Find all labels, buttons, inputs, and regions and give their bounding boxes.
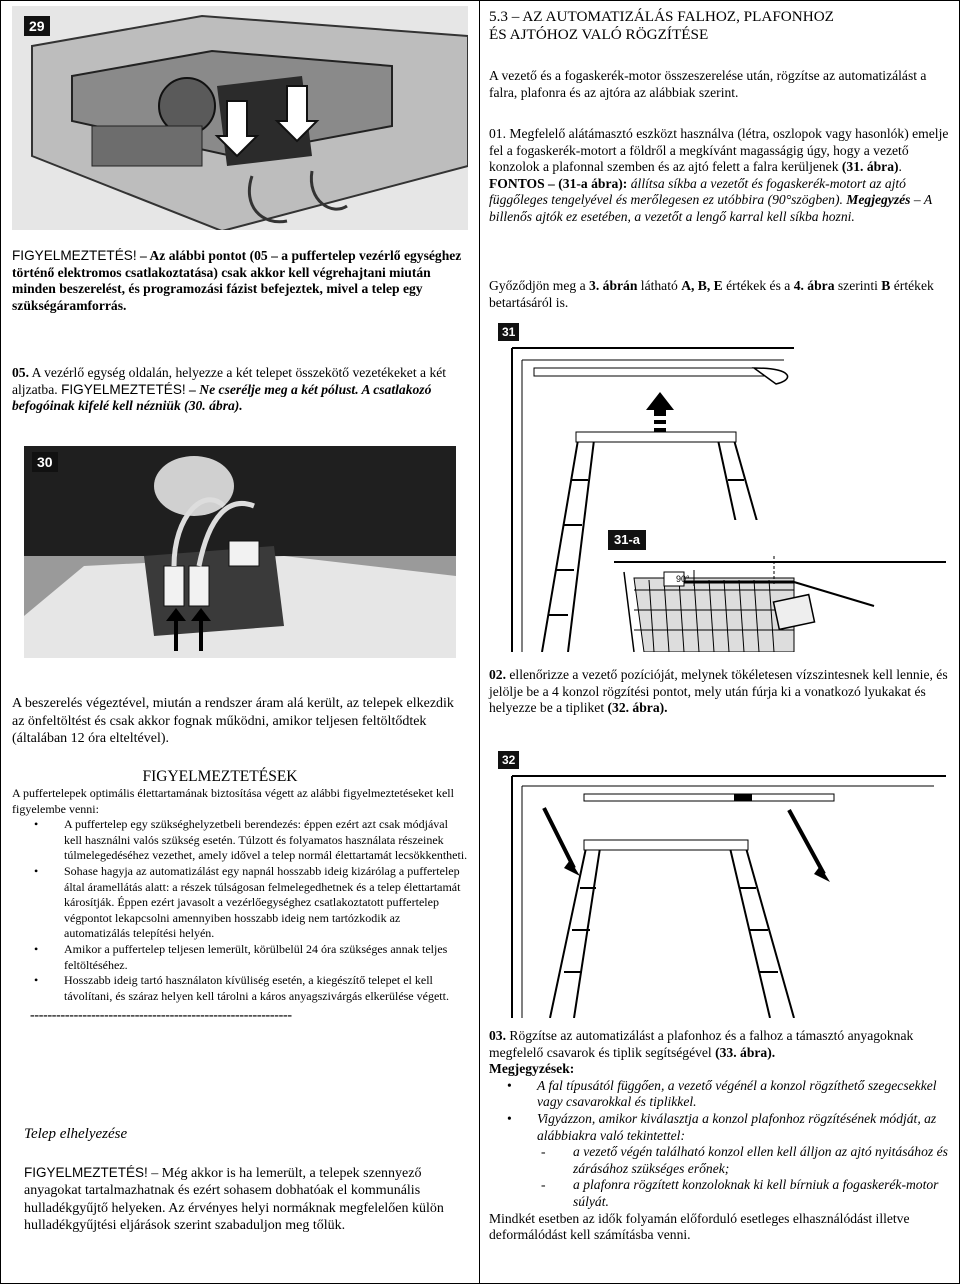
- check-values-abe: A, B, E: [681, 278, 723, 293]
- notes-label: Megjegyzések:: [489, 1061, 575, 1077]
- step-05-text: A vezérlő egység oldalán, helyezze a két telepet összekötő vezetékeket a két aljzatba.: [12, 365, 447, 397]
- warnings-item-1: • A puffertelep egy szükséghelyzetbeli berendezés: éppen ezért azt csak módjával kell használni valós szükség esetén. Túlzott és folyamatos használata részeinek túlmelegedéséhez vezethet, amely idővel a telep normál élettartamát lecsökkentheti.: [64, 817, 468, 864]
- figure-31: [494, 320, 946, 652]
- after-install-paragraph: [12, 695, 468, 748]
- step-01-note-text: – A billenős ajtók ez esetében, a vezetőt a lengő karral kell síkba hozni.: [489, 192, 932, 224]
- warning-text: – Az alábbi pontot (05 – a puffertelep vezérlő egységhez történő elektromos csatlakoztatása) csak akkor kell végrehajtani miután minden beszerelést, és programozási fázist befejeztek, mivel a telep egy szükségáramforrás.: [12, 248, 462, 313]
- battery-disposal: [24, 1126, 464, 1234]
- step-05: [12, 365, 468, 415]
- warnings-section: [12, 768, 468, 1024]
- figure-32-drawing: [494, 748, 946, 1018]
- figure-30: [24, 446, 456, 658]
- figure-30-drawing: [24, 446, 456, 658]
- warnings-item-3: • Amikor a puffertelep teljesen lemerült, körülbelül 24 óra szükséges annak teljes feltöltéséhez.: [64, 942, 468, 973]
- battery-heading: Telep elhelyezése: [24, 1126, 128, 1142]
- section-heading-line-2: ÉS AJTÓHOZ VALÓ RÖGZÍTÉSE: [489, 26, 709, 43]
- warnings-list: [12, 817, 468, 1004]
- notes-list: [489, 1078, 951, 1144]
- battery-warning-intro: [12, 248, 468, 314]
- warnings-item-2: • Sohase hagyja az automatizálást egy napnál hosszabb ideig kizárólag a puffertelep által áramellátás alatt: a részek túlságosan felmelegedhetnek és a telep élettartamát károsítják. Éppen ezért javasolt a vezérlőegységhez csatlakoztatott puffertelep végpontot lekapcsolni amennyiben hosszabb ideig nem tartózkodik az automatizálás telepítési helyén.: [64, 864, 468, 942]
- step-01: [489, 126, 951, 226]
- step-01-fontos: FONTOS: [489, 175, 545, 191]
- figure-31a-label: 31-a: [608, 530, 646, 550]
- final-paragraph: Mindkét esetben az idők folyamán előforduló esetleges elhasználódást illetve deformálódást kell számításba venni.: [489, 1210, 910, 1243]
- figure-29: [12, 6, 468, 230]
- step-01-fontos-ref: – (31-a ábra):: [544, 175, 628, 191]
- step-03-number: 03.: [489, 1028, 506, 1043]
- step-03-ref: (33. ábra).: [715, 1044, 776, 1060]
- step-02-ref: (32. ábra).: [607, 700, 668, 716]
- check-mid-1: látható: [637, 278, 682, 293]
- note-item-1: • A fal típusától függően, a vezető végénél a konzol rögzíthető szegecsekkel vagy csavarokkal és tiplikkel.: [537, 1078, 951, 1111]
- warning-label: FIGYELMEZTETÉS!: [12, 248, 137, 263]
- figure-31-label: 31: [498, 323, 519, 341]
- check-ref-4: 4.: [793, 278, 804, 293]
- warnings-intro: A puffertelepek optimális élettartamának biztosítása végett az alábbi figyelmeztetéseket kell figyelembe venni:: [12, 786, 454, 816]
- step-01-text: Megfelelő alátámasztó eszközt használva (létra, oszlopok vagy hasonlók) emelje fel a fogaskerék-motort a földről a megkívánt magasságig úgy, hogy a vezető konzolok a plafonnal szemben és az ajtó felett a falra kerüljenek: [489, 126, 949, 175]
- figure-30-label: 30: [32, 452, 58, 472]
- subnote-item-1: - a vezető végén található konzol ellen kell álljon az ajtó nyitásához és zárásához szükséges erőnek;: [573, 1144, 951, 1177]
- subnotes-list: [489, 1144, 951, 1210]
- step-05-italic-2: A csatlakozó befogóinak kifelé kell nézniük (30. ábra).: [12, 381, 432, 414]
- battery-warning-text: – Még akkor is ha lemerült, a telepek szennyező anyagokat tartalmazhatnak és ezért sohasem dobhatóak el kommunális hulladékgyűjtő helyeken. Az érvényes helyi normáknak megfelelően külön hulladékgyűjtési eljárások szerint szabaduljon meg tőlük.: [24, 1166, 444, 1233]
- figure-31-drawing: [494, 320, 946, 652]
- check-value-b: B: [881, 278, 891, 293]
- step-02-number: 02.: [489, 667, 506, 682]
- step-05-number: 05.: [12, 365, 29, 380]
- figure-32-label: 32: [498, 751, 519, 769]
- warnings-item-4: • Hosszabb ideig tartó használaton kívüliség esetén, a kiegészítő telepet el kell távolítani, és száraz helyen kell tárolni a káros anyagszivárgás elkerülése végett.: [64, 973, 468, 1004]
- separator-dashes: ------------------------------------------------------------: [30, 1008, 292, 1024]
- intro-text: A vezető és a fogaskerék-motor összeszerelése után, rögzítse az automatizálást a falra, plafonra és az ajtóra az alábbiak szerint.: [489, 68, 927, 100]
- check-pre: Győződjön meg a: [489, 278, 590, 293]
- step-01-italic: állítsa síkba a vezetőt és fogaskerék-motort az ajtó függőleges tengelyével és merőlegesen ez utóbbira (90°szögben).: [489, 175, 906, 208]
- check-ref-3: 3. ábrán: [589, 278, 638, 293]
- step-01-ref: (31. ábra): [841, 159, 899, 175]
- step-03: [489, 1028, 951, 1244]
- check-mid-2: értékek és a: [722, 278, 794, 293]
- section-heading-line-1: 5.3 – AZ AUTOMATIZÁLÁS FALHOZ, PLAFONHOZ: [489, 8, 834, 25]
- battery-warning-label: FIGYELMEZTETÉS!: [24, 1165, 148, 1181]
- step-02: [489, 667, 951, 717]
- step-03-text: Rögzítse az automatizálást a plafonhoz és a falhoz a támasztó anyagoknak megfelelő csavarok és tiplik segítségével: [489, 1028, 914, 1060]
- note-item-2: • Vigyázzon, amikor kiválasztja a konzol plafonhoz rögzítésének módját, az alábbiakra való tekintettel:: [537, 1111, 951, 1144]
- check-post: értékek betartásáról is.: [489, 278, 934, 310]
- step-01-dot: .: [898, 159, 902, 175]
- step-01-number: 01.: [489, 126, 506, 141]
- check-paragraph: [489, 278, 951, 311]
- intro-paragraph: [489, 68, 951, 101]
- step-02-text: ellenőrizze a vezető pozícióját, melynek tökéletesen vízszintesnek kell lennie, és jelölje be a 4 konzol rögzítési pontot, mely után fúrja ki a vonatkozó lyukakat és helyezze be a tipliket: [489, 667, 948, 716]
- figure-32: [494, 748, 946, 1018]
- step-05-warning: FIGYELMEZTETÉS!: [61, 381, 186, 397]
- after-install-text: A beszerelés végeztével, miután a rendszer áram alá került, az telepek elkezdik az önfeltöltést és csak akkor fognak működni, amikor teljesen feltöltődtek (általában 12 óra elteltével).: [12, 696, 454, 746]
- section-heading: [489, 8, 949, 44]
- check-ref-4-abra: ábra: [807, 278, 835, 293]
- step-05-italic-1: – Ne cserélje meg a két pólust.: [185, 381, 359, 397]
- figure-29-label: 29: [24, 16, 50, 36]
- warnings-title: FIGYELMEZTETÉSEK: [142, 768, 298, 785]
- figure-31a-angle: 90°: [676, 574, 690, 584]
- step-01-note-label: Megjegyzés: [846, 192, 911, 208]
- figure-29-drawing: [12, 6, 468, 230]
- subnote-item-2: - a plafonra rögzített konzoloknak ki kell bírniuk a fogaskerék-motor súlyát.: [573, 1177, 951, 1210]
- check-mid-4: szerinti: [834, 278, 882, 293]
